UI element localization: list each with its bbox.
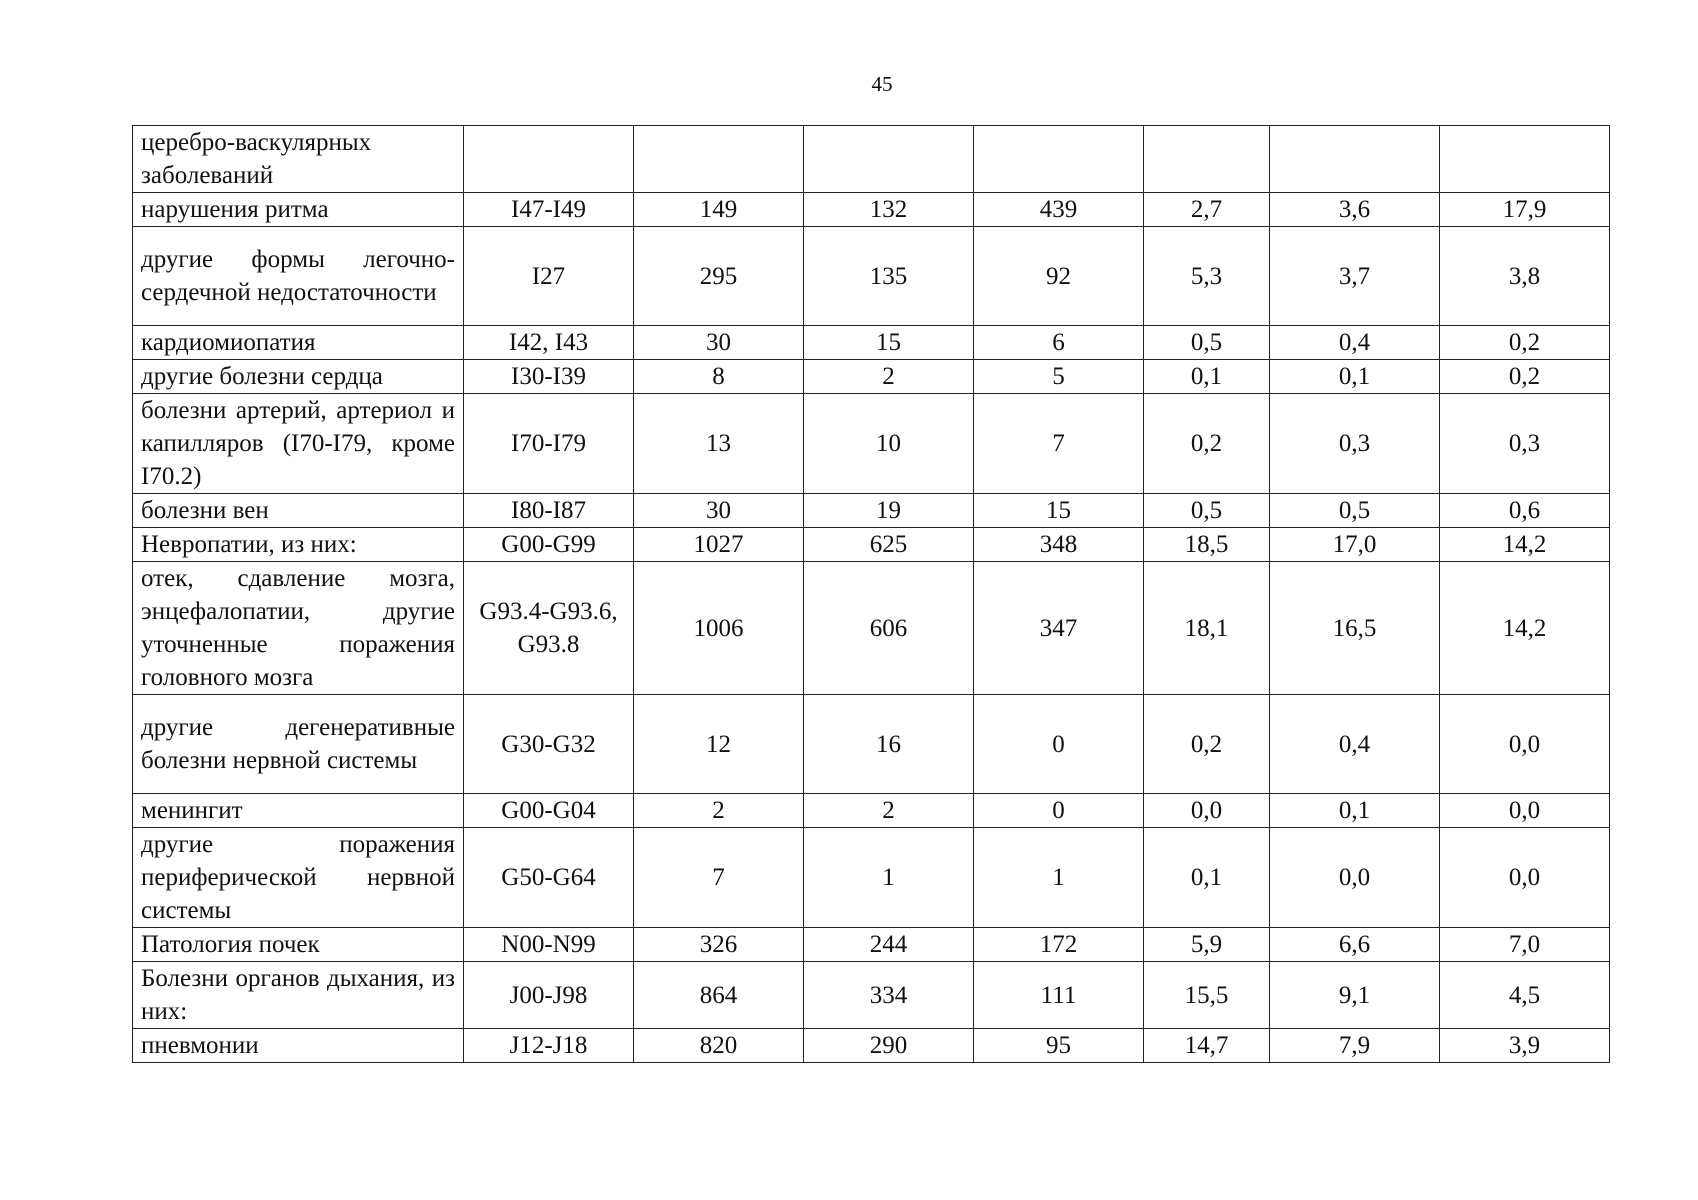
table-row [133,193,1610,227]
cell-icd-code: I30-I39 [464,360,634,394]
cell-value-5: 9,1 [1270,962,1440,1029]
cell-value-3: 1 [974,828,1144,928]
cell-value-6: 14,2 [1440,562,1610,695]
cell-disease-name: другие формы легочно-сердечной недостаточности [133,227,464,326]
cell-value-5: 17,0 [1270,528,1440,562]
cell-value-4: 5,9 [1144,928,1270,962]
cell-value-1: 2 [634,794,804,828]
cell-value-3: 92 [974,227,1144,326]
cell-value-1: 8 [634,360,804,394]
cell-value-4: 0,5 [1144,494,1270,528]
table-row [133,695,1610,794]
cell-disease-name: другие болезни сердца [133,360,464,394]
cell-value-3: 6 [974,326,1144,360]
cell-value-3: 111 [974,962,1144,1029]
cell-value-3: 95 [974,1029,1144,1063]
cell-value-6: 0,2 [1440,360,1610,394]
table-row [133,528,1610,562]
cell-value-3: 7 [974,394,1144,494]
cell-value-6: 3,8 [1440,227,1610,326]
cell-value-3: 439 [974,193,1144,227]
table-row [133,794,1610,828]
cell-value-2: 2 [804,360,974,394]
cell-value-4 [1144,126,1270,193]
cell-value-2 [804,126,974,193]
cell-disease-name: Невропатии, из них: [133,528,464,562]
cell-value-5: 0,1 [1270,360,1440,394]
cell-value-3: 172 [974,928,1144,962]
cell-value-2: 290 [804,1029,974,1063]
cell-value-2: 244 [804,928,974,962]
cell-value-4: 0,2 [1144,695,1270,794]
cell-value-1: 864 [634,962,804,1029]
table-row [133,962,1610,1029]
cell-icd-code: G30-G32 [464,695,634,794]
cell-value-4: 18,1 [1144,562,1270,695]
cell-icd-code: J12-J18 [464,1029,634,1063]
disease-statistics-table [132,125,1610,1063]
cell-value-5: 0,5 [1270,494,1440,528]
cell-value-6: 0,3 [1440,394,1610,494]
cell-value-2: 15 [804,326,974,360]
table-row [133,394,1610,494]
cell-value-5: 0,3 [1270,394,1440,494]
cell-value-5: 7,9 [1270,1029,1440,1063]
cell-value-5: 0,1 [1270,794,1440,828]
cell-disease-name: болезни артерий, артериол и капилляров (I70-I79, кроме I70.2) [133,394,464,494]
cell-value-4: 0,5 [1144,326,1270,360]
cell-value-4: 0,1 [1144,360,1270,394]
cell-icd-code: G00-G99 [464,528,634,562]
cell-disease-name: другие поражения периферической нервной системы [133,828,464,928]
cell-value-2: 334 [804,962,974,1029]
cell-value-6: 7,0 [1440,928,1610,962]
cell-value-3: 5 [974,360,1144,394]
table-row [133,828,1610,928]
cell-icd-code: G50-G64 [464,828,634,928]
cell-value-2: 606 [804,562,974,695]
cell-icd-code: N00-N99 [464,928,634,962]
cell-value-4: 14,7 [1144,1029,1270,1063]
cell-value-2: 16 [804,695,974,794]
cell-value-5: 16,5 [1270,562,1440,695]
cell-value-2: 135 [804,227,974,326]
cell-disease-name: менингит [133,794,464,828]
cell-icd-code: I27 [464,227,634,326]
cell-value-6: 0,0 [1440,828,1610,928]
cell-value-6: 17,9 [1440,193,1610,227]
cell-value-4: 0,0 [1144,794,1270,828]
cell-value-6: 3,9 [1440,1029,1610,1063]
cell-value-1: 30 [634,494,804,528]
cell-disease-name: болезни вен [133,494,464,528]
cell-value-1: 12 [634,695,804,794]
cell-icd-code: I42, I43 [464,326,634,360]
page-number: 45 [871,72,893,96]
cell-disease-name: отек, сдавление мозга, энцефалопатии, другие уточненные поражения головного мозга [133,562,464,695]
cell-value-4: 0,1 [1144,828,1270,928]
cell-value-2: 1 [804,828,974,928]
cell-value-1: 149 [634,193,804,227]
cell-disease-name: нарушения ритма [133,193,464,227]
cell-value-6: 0,2 [1440,326,1610,360]
cell-icd-code: I80-I87 [464,494,634,528]
cell-value-4: 18,5 [1144,528,1270,562]
cell-icd-code: J00-J98 [464,962,634,1029]
cell-value-5: 6,6 [1270,928,1440,962]
cell-value-6: 14,2 [1440,528,1610,562]
cell-disease-name: кардиомиопатия [133,326,464,360]
cell-disease-name: пневмонии [133,1029,464,1063]
cell-value-6: 0,0 [1440,695,1610,794]
cell-value-1: 820 [634,1029,804,1063]
cell-value-3: 0 [974,695,1144,794]
cell-value-2: 10 [804,394,974,494]
cell-value-4: 2,7 [1144,193,1270,227]
cell-value-3 [974,126,1144,193]
cell-value-1: 7 [634,828,804,928]
cell-value-3: 15 [974,494,1144,528]
cell-icd-code [464,126,634,193]
cell-value-1: 1006 [634,562,804,695]
cell-icd-code: I47-I49 [464,193,634,227]
cell-disease-name: другие дегенеративные болезни нервной системы [133,695,464,794]
cell-value-6: 4,5 [1440,962,1610,1029]
cell-icd-code: G00-G04 [464,794,634,828]
cell-value-1: 1027 [634,528,804,562]
table-row [133,928,1610,962]
cell-value-5: 0,4 [1270,326,1440,360]
cell-value-6: 0,6 [1440,494,1610,528]
cell-value-5: 3,6 [1270,193,1440,227]
cell-disease-name: церебро-васкулярных заболеваний [133,126,464,193]
table-row [133,1029,1610,1063]
cell-value-3: 347 [974,562,1144,695]
cell-icd-code: G93.4-G93.6, G93.8 [464,562,634,695]
cell-value-1: 30 [634,326,804,360]
cell-value-2: 625 [804,528,974,562]
cell-value-5: 0,0 [1270,828,1440,928]
cell-value-1 [634,126,804,193]
cell-value-4: 0,2 [1144,394,1270,494]
cell-value-2: 2 [804,794,974,828]
cell-value-1: 295 [634,227,804,326]
cell-value-2: 19 [804,494,974,528]
cell-icd-code: I70-I79 [464,394,634,494]
table-row [133,494,1610,528]
cell-value-2: 132 [804,193,974,227]
cell-disease-name: Болезни органов дыхания, из них: [133,962,464,1029]
cell-value-5: 0,4 [1270,695,1440,794]
cell-disease-name: Патология почек [133,928,464,962]
table-row [133,126,1610,193]
cell-value-6: 0,0 [1440,794,1610,828]
cell-value-6 [1440,126,1610,193]
cell-value-4: 5,3 [1144,227,1270,326]
table-row [133,360,1610,394]
cell-value-5: 3,7 [1270,227,1440,326]
cell-value-1: 13 [634,394,804,494]
table-row [133,326,1610,360]
table-row [133,562,1610,695]
cell-value-3: 0 [974,794,1144,828]
table-row [133,227,1610,326]
cell-value-3: 348 [974,528,1144,562]
cell-value-4: 15,5 [1144,962,1270,1029]
cell-value-5 [1270,126,1440,193]
cell-value-1: 326 [634,928,804,962]
